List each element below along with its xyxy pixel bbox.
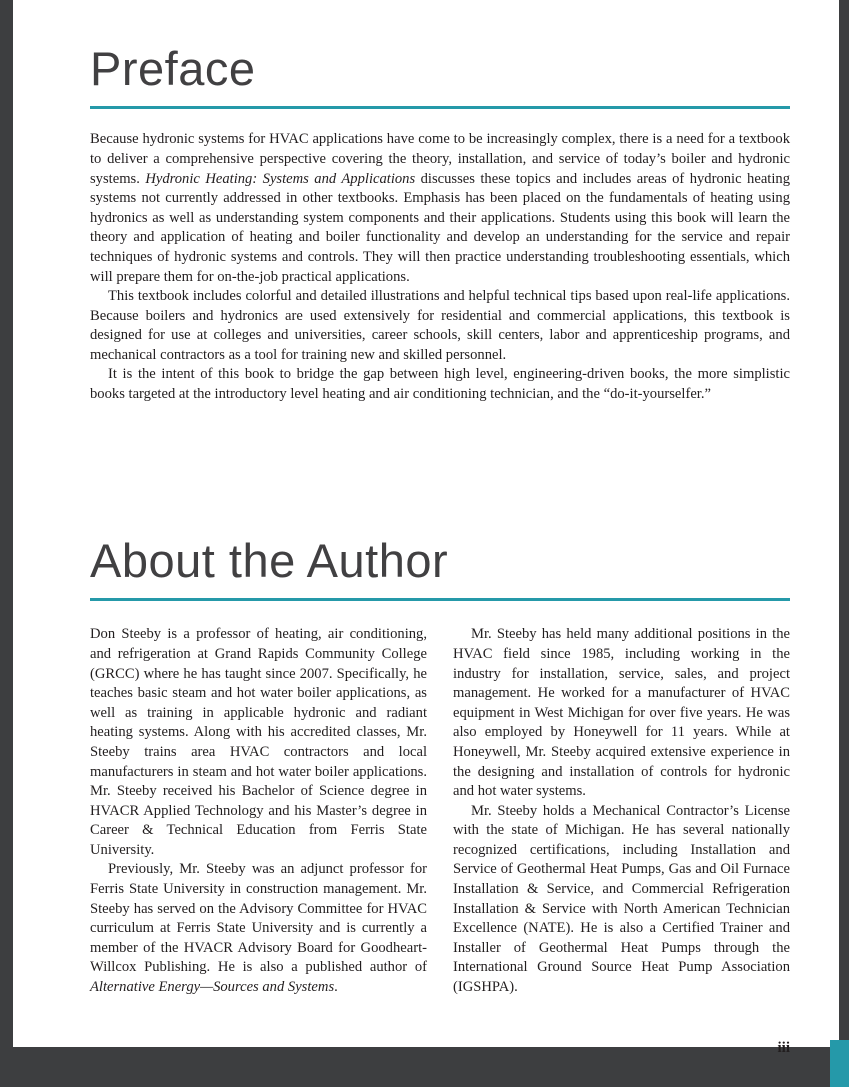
page-edge-right <box>839 0 849 1087</box>
preface-paragraph-2: This textbook includes colorful and detailed illustrations and helpful technical tips based upon real-life applications. Because boilers and hydronics are used extensively for residential and commercial applications, this textbook is designed for use at colleges and universities, career schools, skill centers, labor and apprenticeship programs, and mechanical contractors as a tool for training new and skilled personnel. <box>90 288 790 363</box>
preface-title: Preface <box>90 42 256 95</box>
about-title: About the Author <box>90 534 449 587</box>
about-the-author-section <box>90 536 790 998</box>
page-edge-left <box>0 0 13 1087</box>
about-col1-p2-text-end: . <box>334 979 338 996</box>
page-number: iii <box>777 1040 790 1056</box>
preface-section <box>90 44 790 405</box>
about-col1-p2-text-start: Previously, Mr. Steeby was an adjunct professor for Ferris State University in construction management. Mr. Steeby has served on the Advisory Committee for HVAC curriculum at Ferris State University and is currently a member of the HVACR Advisory Board for Goodheart-Willcox Publishing. He is also a published author of <box>90 861 427 976</box>
about-column-left <box>90 625 427 997</box>
about-columns <box>90 625 790 997</box>
preface-paragraph-3: It is the intent of this book to bridge the gap between high level, engineering-driven books, the more simplistic books targeted at the introductory level heating and air conditioning technician, and the “do-it-yourselfer.” <box>90 366 790 403</box>
published-book-title-italic: Alternative Energy—Sources and Systems <box>90 979 335 996</box>
preface-p1-text-start: Because hydronic systems for HVAC applications have come to be increasingly complex, there is a need for a textbook to deliver a comprehensive perspective covering the theory, installation, and service of today’s boiler and hydronic systems. <box>90 131 790 187</box>
about-rule <box>90 598 790 601</box>
book-title-italic: Hydronic Heating: Systems and Applications <box>145 170 416 187</box>
preface-body <box>90 130 790 404</box>
preface-paragraph-1 <box>90 130 790 287</box>
about-column-right <box>453 625 790 997</box>
about-col1-paragraph-1: Don Steeby is a professor of heating, air conditioning, and refrigeration at Grand Rapids Community College (GRCC) where he has taught since 2007. Specifically, he teaches basic steam and hot water boiler applications, as well as training in applicable hydronic and radiant heating systems. Along with his accredited classes, Mr. Steeby trains area HVAC contractors and local manufacturers in steam and hot water boiler applications. Mr. Steeby received his Bachelor of Science degree in HVACR Applied Technology and his Master’s degree in Career & Technical Education from Ferris State University. <box>90 626 427 858</box>
preface-p1-text-end: discusses these topics and includes areas of hydronic heating systems not currently addressed in other textbooks. Emphasis has been placed on the fundamentals of heating using hydronics as well as understanding system components and their applications. Students using this book will learn the theory and application of heating and boiler functionality and develop an understanding for the service and repair techniques of hydronic systems and controls. They will then practice understanding troubleshooting essentials, which will prepare them for on-the-job practical applications. <box>90 170 790 285</box>
about-col1-paragraph-2 <box>90 860 427 997</box>
preface-rule <box>90 106 790 109</box>
corner-accent-block <box>830 1040 849 1087</box>
about-col2-paragraph-2: Mr. Steeby holds a Mechanical Contractor’s License with the state of Michigan. He has several nationally recognized certifications, including Installation and Service of Geothermal Heat Pumps, Gas and Oil Furnace Installation & Service, and Commercial Refrigeration Installation & Service with North American Technician Excellence (NATE). He is also a Certified Trainer and Installer of Geothermal Heat Pumps through the International Ground Source Heat Pump Association (IGSHPA). <box>453 802 790 996</box>
about-col2-paragraph-1: Mr. Steeby has held many additional positions in the HVAC field since 1985, including working in the industry for installation, service, sales, and project management. He worked for a manufacturer of HVAC equipment in West Michigan for over five years. He was also employed by Honeywell for 11 years. While at Honeywell, Mr. Steeby acquired extensive experience in the designing and installation of controls for hydronic and hot water systems. <box>453 626 790 800</box>
